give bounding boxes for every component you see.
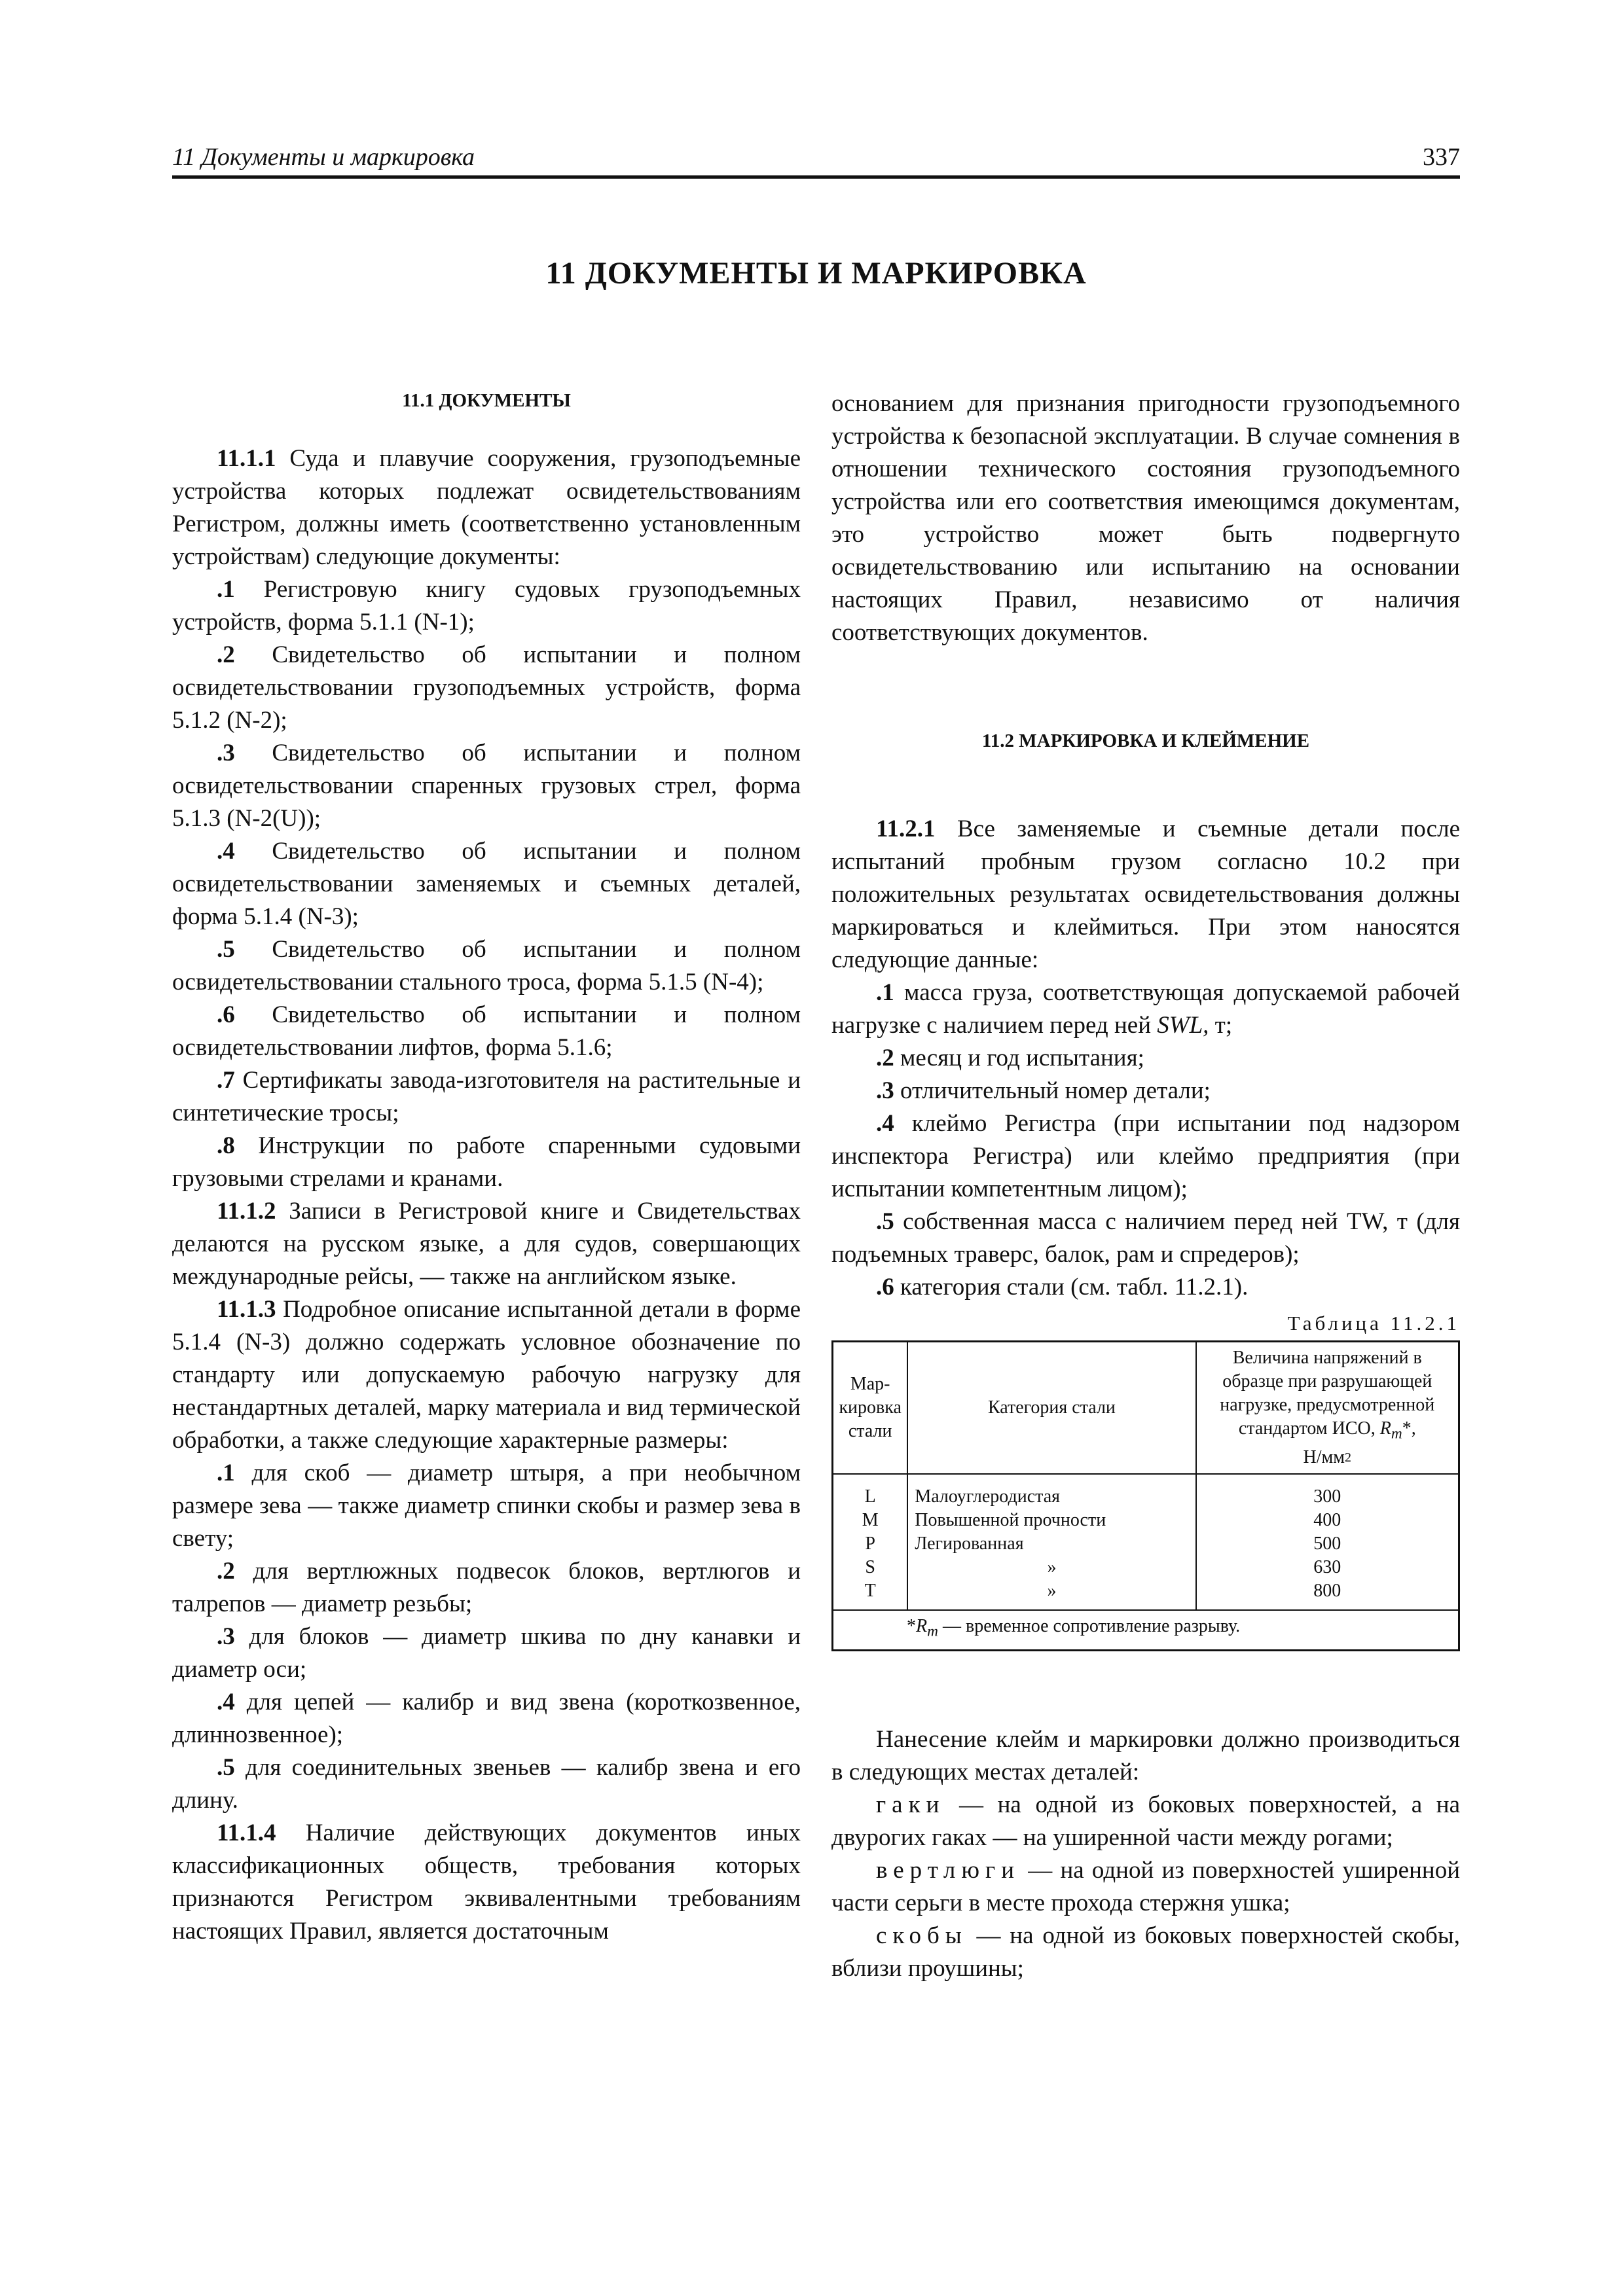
list-item bbox=[172, 1555, 801, 1621]
item-number: .1 bbox=[217, 576, 235, 603]
paragraph-11-2-1 bbox=[831, 813, 1460, 977]
paragraph-text: Подробное описание испытанной детали в форме 5.1.4 (N-3) должно содержать условное обозначение по стандарту или допускаемую рабочую нагрузку для нестандартных деталей, марку материала и вид термической обработки, а также следующие характерные размеры: bbox=[172, 1296, 801, 1454]
stress-unit-power: 2 bbox=[1344, 1450, 1351, 1465]
section-heading-marking: 11.2 МАРКИРОВКА И КЛЕЙМЕНИЕ bbox=[981, 730, 1310, 751]
item-number: .3 bbox=[217, 1623, 235, 1650]
part-name: скобы bbox=[876, 1922, 968, 1950]
item-number: .3 bbox=[217, 740, 235, 766]
item-text: — на одной из боковых поверхностей, а на двурогих гаках — на уширенной части между рогами; bbox=[831, 1791, 1460, 1852]
item-text: месяц и год испытания; bbox=[894, 1045, 1144, 1071]
clause-number: 11.1.2 bbox=[217, 1198, 276, 1225]
table-row bbox=[833, 1556, 1459, 1579]
list-item bbox=[831, 1854, 1460, 1920]
list-item bbox=[172, 999, 801, 1064]
item-text: клеймо Регистра (при испытании под надзором инспектора Регистра) или клеймо предприятия (при испытании компетентным лицом); bbox=[831, 1110, 1460, 1202]
table-row bbox=[833, 1474, 1459, 1509]
paragraph-11-1-1 bbox=[172, 442, 801, 573]
list-item bbox=[831, 977, 1460, 1042]
item-text-end: т; bbox=[1209, 1012, 1233, 1039]
paragraph-text: Суда и плавучие сооружения, грузоподъемные устройства которых подлежат освидетельствованиям Регистром, должны иметь (соответственно установленным устройствам) следующие документы: bbox=[172, 445, 801, 570]
list-item bbox=[172, 737, 801, 835]
paragraph-text: Наличие действующих документов иных классификационных обществ, требования которых признаются Регистром эквивалентными требованиям настоящих Правил, является достаточным bbox=[172, 1820, 801, 1945]
page-number: 337 bbox=[1423, 143, 1460, 171]
paragraph-11-1-3 bbox=[172, 1293, 801, 1457]
paragraph-text: Записи в Регистровой книге и Свидетельствах делаются на русском языке, а для судов, совершающих международные рейсы, — также на английском языке. bbox=[172, 1198, 801, 1290]
item-text: собственная масса с наличием перед ней TW, т (для подъемных траверс, балок, рам и спредеров); bbox=[831, 1208, 1460, 1268]
item-number: .4 bbox=[217, 838, 235, 865]
table-row bbox=[833, 1532, 1459, 1556]
cell-value: 300 bbox=[1196, 1474, 1459, 1509]
rm-star: *, bbox=[1402, 1418, 1416, 1439]
footnote-rm-subscript: m bbox=[927, 1623, 938, 1640]
item-number: .2 bbox=[217, 641, 235, 668]
table-caption: Таблица 11.2.1 bbox=[1287, 1312, 1460, 1335]
chapter-title: 11 ДОКУМЕНТЫ И МАРКИРОВКА bbox=[545, 256, 1087, 291]
item-number: .4 bbox=[876, 1110, 894, 1137]
cell-value: 400 bbox=[1196, 1509, 1459, 1532]
footnote-rm-symbol: R bbox=[916, 1615, 928, 1636]
cell-category: Легированная bbox=[907, 1532, 1195, 1556]
item-text: Инструкции по работе спаренными судовыми грузовыми стрелами и кранами. bbox=[172, 1132, 801, 1192]
stress-unit: Н/мм bbox=[1303, 1446, 1345, 1467]
item-text: Свидетельство об испытании и полном освидетельствовании спаренных грузовых стрел, форма 5.1.3 (N-2(U)); bbox=[172, 740, 801, 832]
item-text: для цепей — калибр и вид звена (короткозвенное, длиннозвенное); bbox=[172, 1689, 801, 1748]
cell-category: Малоуглеродистая bbox=[907, 1474, 1195, 1509]
list-item bbox=[172, 1751, 801, 1817]
steel-category-table bbox=[831, 1340, 1460, 1651]
table-footnote bbox=[833, 1610, 1459, 1651]
footnote-star: * bbox=[907, 1615, 916, 1636]
list-item bbox=[831, 1789, 1460, 1854]
item-number: .2 bbox=[876, 1045, 894, 1071]
table-row bbox=[833, 1579, 1459, 1610]
clause-number: 11.1.3 bbox=[217, 1296, 276, 1323]
item-text: Свидетельство об испытании и полном освидетельствовании заменяемых и съемных деталей, форма 5.1.4 (N-3); bbox=[172, 838, 801, 930]
item-text: Свидетельство об испытании и полном освидетельствовании лифтов, форма 5.1.6; bbox=[172, 1001, 801, 1061]
col-header-stress bbox=[1196, 1342, 1459, 1474]
clause-number: 11.2.1 bbox=[876, 816, 936, 842]
cell-value: 500 bbox=[1196, 1532, 1459, 1556]
item-text: для вертлюжных подвесок блоков, вертлюгов и талрепов — диаметр резьбы; bbox=[172, 1558, 801, 1617]
item-number: .3 bbox=[876, 1077, 894, 1104]
cell-mark: T bbox=[833, 1579, 908, 1610]
list-item bbox=[831, 1075, 1460, 1107]
running-header bbox=[172, 143, 1460, 177]
list-item bbox=[831, 1107, 1460, 1206]
item-number: .5 bbox=[876, 1208, 894, 1235]
cell-value: 800 bbox=[1196, 1579, 1459, 1610]
col-header-category: Категория стали bbox=[907, 1342, 1195, 1474]
list-item bbox=[831, 1920, 1460, 1985]
list-item bbox=[831, 1206, 1460, 1271]
footnote-text: — временное сопротивление разрыву. bbox=[938, 1615, 1241, 1636]
item-text: категория стали (см. табл. 11.2.1). bbox=[894, 1274, 1249, 1300]
paragraph-text: Все заменяемые и съемные детали после испытаний пробным грузом согласно 10.2 при положительных результатах освидетельствования должны маркироваться и клеймиться. При этом наносятся следующие данные: bbox=[831, 816, 1460, 973]
table-header-row bbox=[833, 1342, 1459, 1474]
item-text: для соединительных звеньев — калибр звена и его длину. bbox=[172, 1754, 801, 1814]
item-text: для скоб — диаметр штыря, а при необычном размере зева — также диаметр спинки скобы и размер зева в свету; bbox=[172, 1460, 801, 1552]
header-rule bbox=[172, 175, 1460, 179]
list-item bbox=[172, 573, 801, 639]
item-text: — на одной из боковых поверхностей скобы, вблизи проушины; bbox=[831, 1922, 1460, 1982]
list-item bbox=[172, 1457, 801, 1555]
part-name: гаки bbox=[876, 1791, 945, 1819]
part-name: вертлюги bbox=[876, 1857, 1021, 1884]
places-intro: Нанесение клейм и маркировки должно производиться в следующих местах деталей: bbox=[831, 1726, 1460, 1786]
cell-mark: P bbox=[833, 1532, 908, 1556]
section-heading-documents: 11.1 ДОКУМЕНТЫ bbox=[402, 390, 571, 411]
cell-category: Повышенной прочности bbox=[907, 1509, 1195, 1532]
item-number: .5 bbox=[217, 1754, 235, 1781]
list-item bbox=[172, 1686, 801, 1751]
list-item bbox=[172, 1621, 801, 1686]
item-text: — на одной из поверхностей уширенной части серьги в месте прохода стержня ушка; bbox=[831, 1857, 1460, 1917]
item-number: .5 bbox=[217, 936, 235, 963]
list-item bbox=[831, 1042, 1460, 1075]
list-item bbox=[172, 1130, 801, 1195]
list-item bbox=[172, 933, 801, 999]
item-number: .6 bbox=[217, 1001, 235, 1028]
item-text: Сертификаты завода-изготовителя на растительные и синтетические тросы; bbox=[172, 1067, 801, 1126]
table-footnote-row bbox=[833, 1610, 1459, 1651]
item-text: Свидетельство об испытании и полном освидетельствовании грузоподъемных устройств, форма 5.1.2 (N-2); bbox=[172, 641, 801, 734]
item-number: .8 bbox=[217, 1132, 235, 1159]
clause-number: 11.1.4 bbox=[217, 1820, 276, 1846]
item-number: .2 bbox=[217, 1558, 235, 1585]
table-row bbox=[833, 1509, 1459, 1532]
item-number: .1 bbox=[876, 979, 894, 1006]
col-header-marking: Мар-кировка стали bbox=[833, 1342, 908, 1474]
clause-number: 11.1.1 bbox=[217, 445, 276, 472]
item-number: .4 bbox=[217, 1689, 235, 1715]
cell-mark: S bbox=[833, 1556, 908, 1579]
swl-symbol: SWL, bbox=[1157, 1012, 1209, 1039]
item-text: масса груза, соответствующая допускаемой рабочей нагрузке с наличием перед ней bbox=[831, 979, 1460, 1039]
paragraph-11-1-2 bbox=[172, 1195, 801, 1293]
stress-text: Величина напряжений в образце при разрушающей нагрузке, предусмотренной стандартом ИСО, bbox=[1220, 1348, 1435, 1439]
item-number: .1 bbox=[217, 1460, 235, 1486]
list-item bbox=[172, 1064, 801, 1130]
left-column bbox=[172, 387, 801, 1948]
cell-category: » bbox=[907, 1556, 1195, 1579]
rm-subscript: m bbox=[1391, 1425, 1402, 1443]
rm-symbol: R bbox=[1379, 1418, 1391, 1439]
cell-category: » bbox=[907, 1579, 1195, 1610]
cell-mark: L bbox=[833, 1474, 908, 1509]
item-number: .7 bbox=[217, 1067, 235, 1094]
cell-mark: M bbox=[833, 1509, 908, 1532]
list-item bbox=[172, 639, 801, 737]
right-column bbox=[831, 387, 1460, 1985]
cell-value: 630 bbox=[1196, 1556, 1459, 1579]
item-text: Свидетельство об испытании и полном освидетельствовании стального троса, форма 5.1.5 (N-4); bbox=[172, 936, 801, 996]
item-text: для блоков — диаметр шкива по дну канавки и диаметр оси; bbox=[172, 1623, 801, 1683]
item-text: отличительный номер детали; bbox=[894, 1077, 1211, 1104]
item-text: Регистровую книгу судовых грузоподъемных устройств, форма 5.1.1 (N-1); bbox=[172, 576, 801, 636]
list-item bbox=[172, 835, 801, 933]
paragraph-11-1-4-continued: основанием для признания пригодности грузоподъемного устройства к безопасной эксплуатации. В случае сомнения в отношении технического состояния грузоподъемного устройства или его соответствия имеющимся документам, это устройство может быть подвергнуто освидетельствованию или испытанию на основании настоящих Правил, независимо от наличия соответствующих документов. bbox=[831, 390, 1460, 646]
paragraph-11-1-4 bbox=[172, 1817, 801, 1948]
running-title: 11 Документы и маркировка bbox=[172, 143, 475, 171]
list-item bbox=[831, 1271, 1460, 1304]
item-number: .6 bbox=[876, 1274, 894, 1300]
